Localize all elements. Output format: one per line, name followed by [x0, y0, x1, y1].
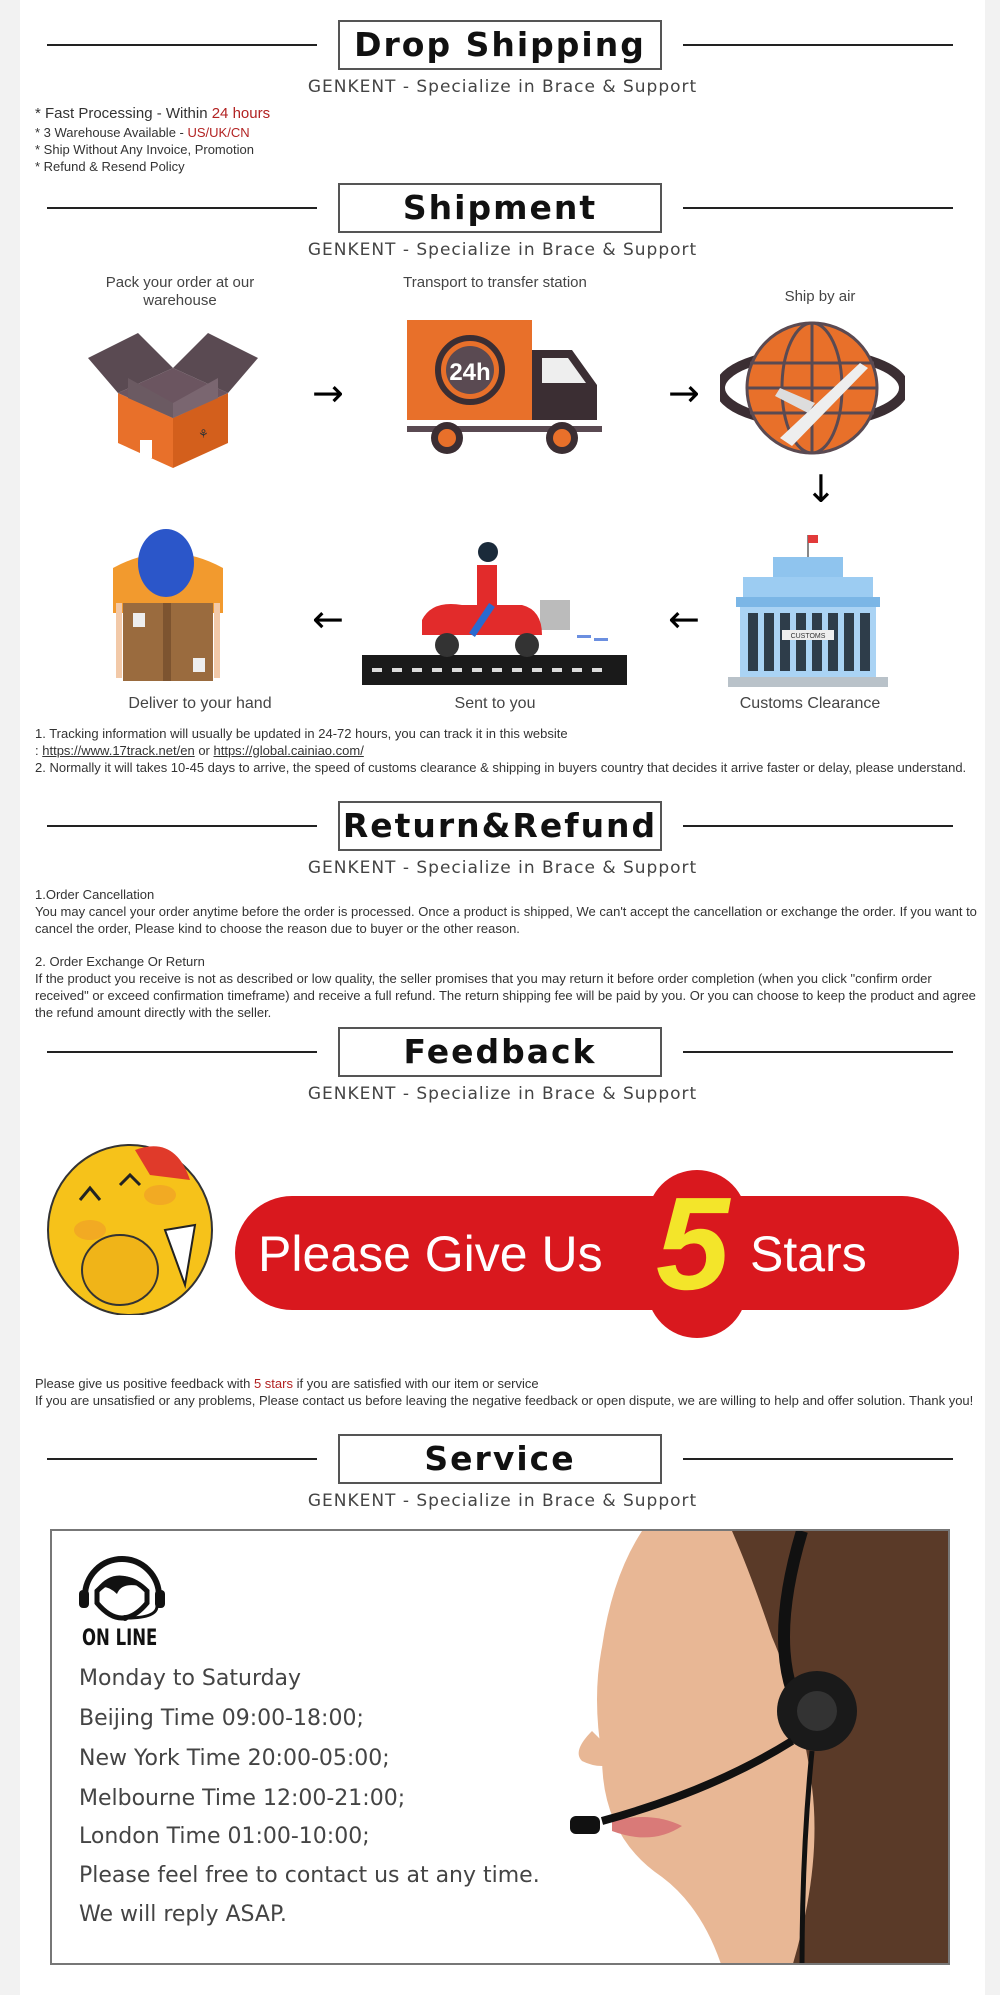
link-cainiao[interactable]: https://global.cainiao.com/ [213, 743, 364, 758]
feedback-line-2: If you are unsatisfied or any problems, Please contact us before leaving the negative feedback or open dispute, we are willing to help and offer solution. Thank you! [35, 1393, 974, 1408]
step-label-customs: Customs Clearance [739, 695, 881, 712]
brand-tagline: GENKENT - Specialize in Brace & Support [307, 240, 698, 260]
divider-line [47, 44, 317, 46]
page [20, 0, 985, 1995]
bullet-text: * 3 Warehouse Available - [35, 125, 188, 140]
banner-number: 5 [656, 1170, 730, 1317]
drop-bullet: * Ship Without Any Invoice, Promotion [35, 142, 254, 157]
tracking-note: 1. Tracking information will usually be updated in 24-72 hours, you can track it in this website [35, 726, 568, 741]
service-line: New York Time 20:00-05:00; [79, 1746, 390, 1771]
service-line: Monday to Saturday [79, 1666, 302, 1691]
divider-line [47, 1051, 317, 1053]
step-label-transport: Transport to transfer station [403, 274, 587, 291]
bullet-highlight: 24 hours [211, 105, 271, 122]
service-line: We will reply ASAP. [79, 1902, 287, 1927]
step-label-pack: Pack your order at our warehouse [105, 274, 255, 309]
divider-line [683, 207, 953, 209]
divider-line [683, 825, 953, 827]
drop-bullet [35, 105, 270, 122]
globe-airplane-icon [720, 318, 905, 463]
service-line: London Time 01:00-10:00; [79, 1824, 370, 1849]
brand-tagline: GENKENT - Specialize in Brace & Support [307, 77, 698, 97]
tracking-links [35, 742, 975, 759]
package-box-icon [88, 318, 258, 468]
bullet-text: * Fast Processing - Within [35, 105, 212, 122]
svg-text:CUSTOMS: CUSTOMS [790, 633, 826, 640]
service-line: Beijing Time 09:00-18:00; [79, 1706, 364, 1731]
step-label-sent: Sent to you [454, 695, 536, 712]
section-title: Return&Refund [338, 801, 662, 851]
arrow-right-icon: → [312, 371, 344, 415]
delivery-time-note: 2. Normally it will takes 10-45 days to arrive, the speed of customs clearance & shipping in buyers country that decides it arrive faster or delay, please understand. [35, 760, 967, 775]
arrow-left-icon: ← [312, 597, 344, 641]
section-title: Service [338, 1434, 662, 1484]
section-header-return-refund [20, 801, 985, 851]
brand-tagline: GENKENT - Specialize in Brace & Support [307, 1491, 698, 1511]
courier-holding-box-icon [108, 528, 228, 688]
section-title: Feedback [338, 1027, 662, 1077]
service-line: Please feel free to contact us at any time. [79, 1863, 540, 1888]
customs-building-icon [718, 535, 898, 690]
text: if you are satisfied with our item or service [292, 1376, 539, 1391]
arrow-left-icon: ← [668, 597, 700, 641]
or-text: or [194, 743, 214, 758]
brand-tagline: GENKENT - Specialize in Brace & Support [307, 1084, 698, 1104]
arrow-down-icon: ↓ [805, 467, 837, 511]
brand-tagline: GENKENT - Specialize in Brace & Support [307, 858, 698, 878]
step-label-deliver: Deliver to your hand [128, 695, 272, 712]
section-title: Drop Shipping [338, 20, 662, 70]
smiley-emoji-icon [40, 1135, 240, 1315]
highlight: 5 stars [253, 1376, 293, 1391]
section-title: Shipment [338, 183, 662, 233]
section-header-drop-shipping [20, 20, 985, 70]
delivery-truck-24h-icon [402, 320, 612, 460]
step-label-air: Ship by air [784, 288, 856, 305]
feedback-line-1 [35, 1375, 975, 1392]
divider-line [683, 1051, 953, 1053]
banner-text-left: Please Give Us [258, 1226, 603, 1282]
divider-line [47, 825, 317, 827]
divider-line [47, 1458, 317, 1460]
bullet-highlight: US/UK/CN [187, 125, 250, 140]
online-label: ON LINE [82, 1626, 158, 1651]
svg-text:⚘: ⚘ [198, 427, 209, 441]
banner-text-right: Stars [750, 1226, 867, 1282]
svg-text:24h: 24h [449, 359, 491, 386]
scooter-courier-icon [362, 530, 632, 685]
exchange-title: 2. Order Exchange Or Return [35, 954, 205, 969]
cancellation-title: 1.Order Cancellation [35, 887, 155, 902]
divider-line [47, 207, 317, 209]
exchange-body: If the product you receive is not as described or low quality, the seller promises that you may return it before order completion (when you click "confirm order received" or exceed confirmation timeframe) and receive a full refund. The return shipping fee will be paid by you. Or you can choose to keep the product and agree the refund amount directly with the seller. [35, 971, 976, 1020]
divider-line [683, 44, 953, 46]
headset-agent-icon [77, 1556, 167, 1626]
drop-bullet: * Refund & Resend Policy [35, 159, 185, 174]
support-agent-photo [552, 1531, 950, 1965]
service-card [50, 1529, 950, 1965]
text: Please give us positive feedback with [35, 1376, 254, 1391]
divider-line [683, 1458, 953, 1460]
section-header-service [20, 1434, 985, 1484]
cancellation-body: You may cancel your order anytime before the order is processed. Once a product is shipped, We can't accept the cancellation or exchange the order. If you want to cancel the order, Please kind to choose the reason due to buyer or the other reason. [35, 904, 977, 936]
link-17track[interactable]: https://www.17track.net/en [42, 743, 195, 758]
arrow-right-icon: → [668, 371, 700, 415]
section-header-feedback [20, 1027, 985, 1077]
drop-bullet [35, 124, 250, 141]
service-line: Melbourne Time 12:00-21:00; [79, 1786, 406, 1811]
section-header-shipment [20, 183, 985, 233]
prefix: : [35, 743, 43, 758]
